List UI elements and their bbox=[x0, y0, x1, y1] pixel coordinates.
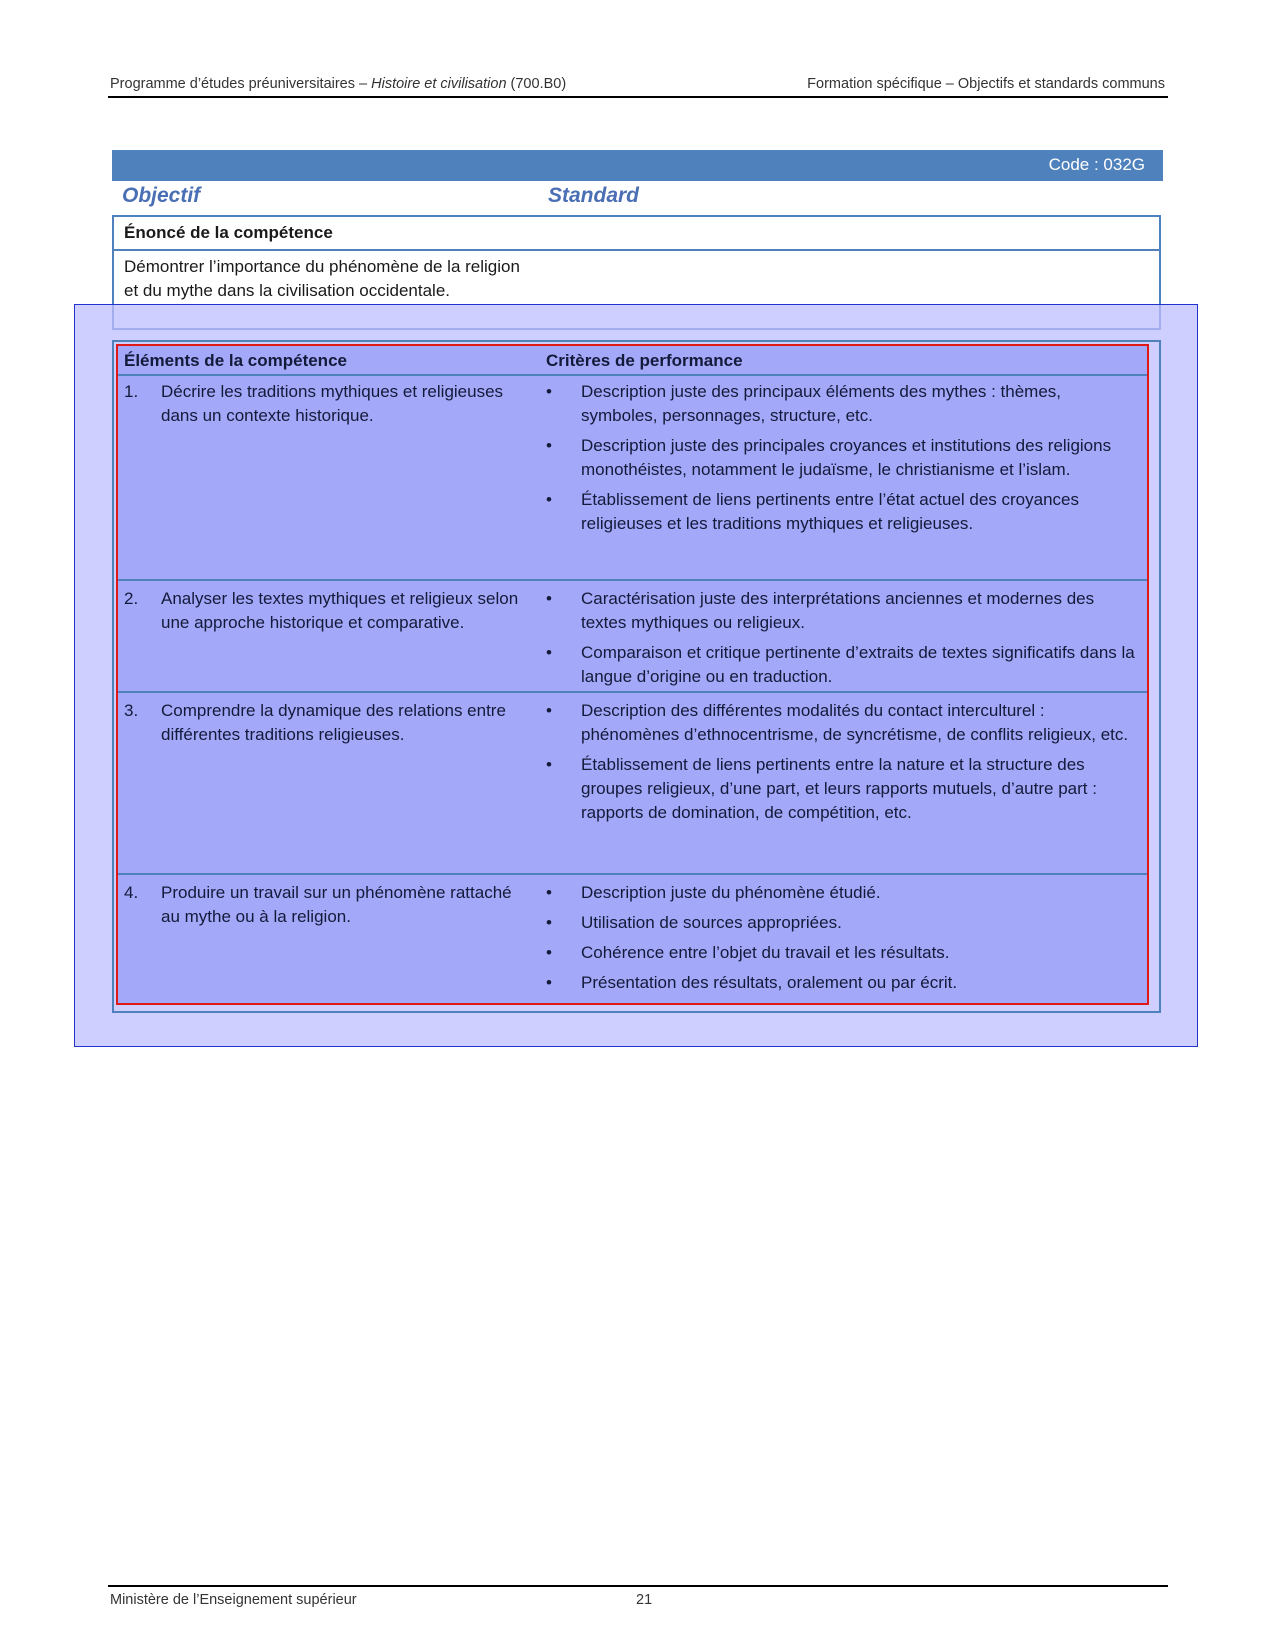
table-row bbox=[118, 693, 1147, 875]
criterion-item bbox=[546, 881, 1138, 905]
column-header-elements: Éléments de la compétence bbox=[124, 351, 347, 370]
criterion-item bbox=[546, 911, 1138, 935]
standard-heading: Standard bbox=[548, 184, 640, 207]
criteria-list bbox=[546, 587, 1138, 695]
enonce-text: Démontrer l’importance du phénomène de la religion et du mythe dans la civilisation occidentale. bbox=[124, 257, 520, 300]
criterion-text: Description des différentes modalités du contact interculturel : phénomènes d’ethnocentrisme, de syncrétisme, de conflits religieux, etc. bbox=[581, 701, 1129, 744]
footer-rule bbox=[108, 1585, 1168, 1587]
element-number: 4. bbox=[124, 883, 139, 902]
criterion-text: Description juste des principales croyances et institutions des religions monothéistes, notamment le judaïsme, le christianisme et l’islam. bbox=[581, 436, 1112, 479]
element-number: 1. bbox=[124, 382, 139, 401]
element-text: Analyser les textes mythiques et religieux selon une approche historique et comparative. bbox=[161, 589, 519, 632]
bullet-icon: • bbox=[546, 883, 552, 902]
element-cell bbox=[124, 380, 524, 428]
criterion-text: Présentation des résultats, oralement ou par écrit. bbox=[581, 973, 958, 992]
criterion-item bbox=[546, 488, 1138, 536]
element-text: Décrire les traditions mythiques et religieuses dans un contexte historique. bbox=[161, 382, 504, 425]
bullet-icon: • bbox=[546, 973, 552, 992]
objectif-heading: Objectif bbox=[122, 184, 201, 207]
running-header bbox=[110, 76, 1165, 94]
competence-table bbox=[116, 344, 1149, 1005]
element-cell bbox=[124, 881, 524, 929]
criterion-item bbox=[546, 434, 1138, 482]
bullet-icon: • bbox=[546, 589, 552, 608]
bullet-icon: • bbox=[546, 943, 552, 962]
column-header-criteres: Critères de performance bbox=[546, 351, 743, 370]
element-number: 3. bbox=[124, 701, 139, 720]
criterion-text: Description juste des principaux éléments des mythes : thèmes, symboles, personnages, structure, etc. bbox=[581, 382, 1062, 425]
bullet-icon: • bbox=[546, 755, 552, 774]
criterion-item bbox=[546, 753, 1138, 825]
criterion-text: Caractérisation juste des interprétations anciennes et modernes des textes mythiques ou religieux. bbox=[581, 589, 1095, 632]
element-cell bbox=[124, 699, 524, 747]
bullet-icon: • bbox=[546, 643, 552, 662]
running-header-program bbox=[110, 76, 566, 92]
criterion-item bbox=[546, 641, 1138, 689]
program-code: (700.B0) bbox=[506, 76, 567, 92]
enonce-title-row bbox=[114, 217, 1159, 251]
element-cell bbox=[124, 587, 524, 635]
table-row bbox=[118, 374, 1147, 581]
criterion-item bbox=[546, 587, 1138, 635]
criterion-item bbox=[546, 380, 1138, 428]
bullet-icon: • bbox=[546, 913, 552, 932]
table-header-row bbox=[118, 346, 1147, 376]
criterion-text: Établissement de liens pertinents entre l’état actuel des croyances religieuses et les traditions mythiques et religieuses. bbox=[581, 490, 1079, 533]
criterion-item bbox=[546, 699, 1138, 747]
criterion-text: Description juste du phénomène étudié. bbox=[581, 883, 881, 902]
criterion-text: Cohérence entre l’objet du travail et les résultats. bbox=[581, 943, 950, 962]
element-text: Comprendre la dynamique des relations entre différentes traditions religieuses. bbox=[161, 701, 506, 744]
criteria-list bbox=[546, 881, 1138, 1001]
program-prefix: Programme d’études préuniversitaires – bbox=[110, 76, 372, 92]
header-rule bbox=[108, 96, 1168, 98]
bullet-icon: • bbox=[546, 382, 552, 401]
criterion-text: Comparaison et critique pertinente d’extraits de textes significatifs dans la langue d’origine ou en traduction. bbox=[581, 643, 1135, 686]
footer-ministry: Ministère de l’Enseignement supérieur bbox=[110, 1592, 357, 1608]
page-number: 21 bbox=[636, 1592, 653, 1608]
running-header-section: Formation spécifique – Objectifs et standards communs bbox=[807, 76, 1165, 92]
criteria-list bbox=[546, 380, 1138, 542]
criterion-item bbox=[546, 971, 1138, 995]
element-text: Produire un travail sur un phénomène rattaché au mythe ou à la religion. bbox=[161, 883, 512, 926]
criterion-text: Établissement de liens pertinents entre la nature et la structure des groupes religieux, d’une part, et leurs rapports mutuels, d’autre part : rapports de domination, de compétition, etc. bbox=[581, 755, 1097, 822]
criterion-item bbox=[546, 941, 1138, 965]
competence-code: Code : 032G bbox=[1048, 155, 1145, 174]
enonce-title: Énoncé de la compétence bbox=[124, 223, 333, 242]
table-row bbox=[118, 875, 1147, 1003]
element-number: 2. bbox=[124, 589, 139, 608]
bullet-icon: • bbox=[546, 701, 552, 720]
table-row bbox=[118, 581, 1147, 693]
bullet-icon: • bbox=[546, 490, 552, 509]
criterion-text: Utilisation de sources appropriées. bbox=[581, 913, 842, 932]
program-title: Histoire et civilisation bbox=[371, 76, 507, 92]
bullet-icon: • bbox=[546, 436, 552, 455]
criteria-list bbox=[546, 699, 1138, 831]
code-bar bbox=[112, 150, 1163, 181]
